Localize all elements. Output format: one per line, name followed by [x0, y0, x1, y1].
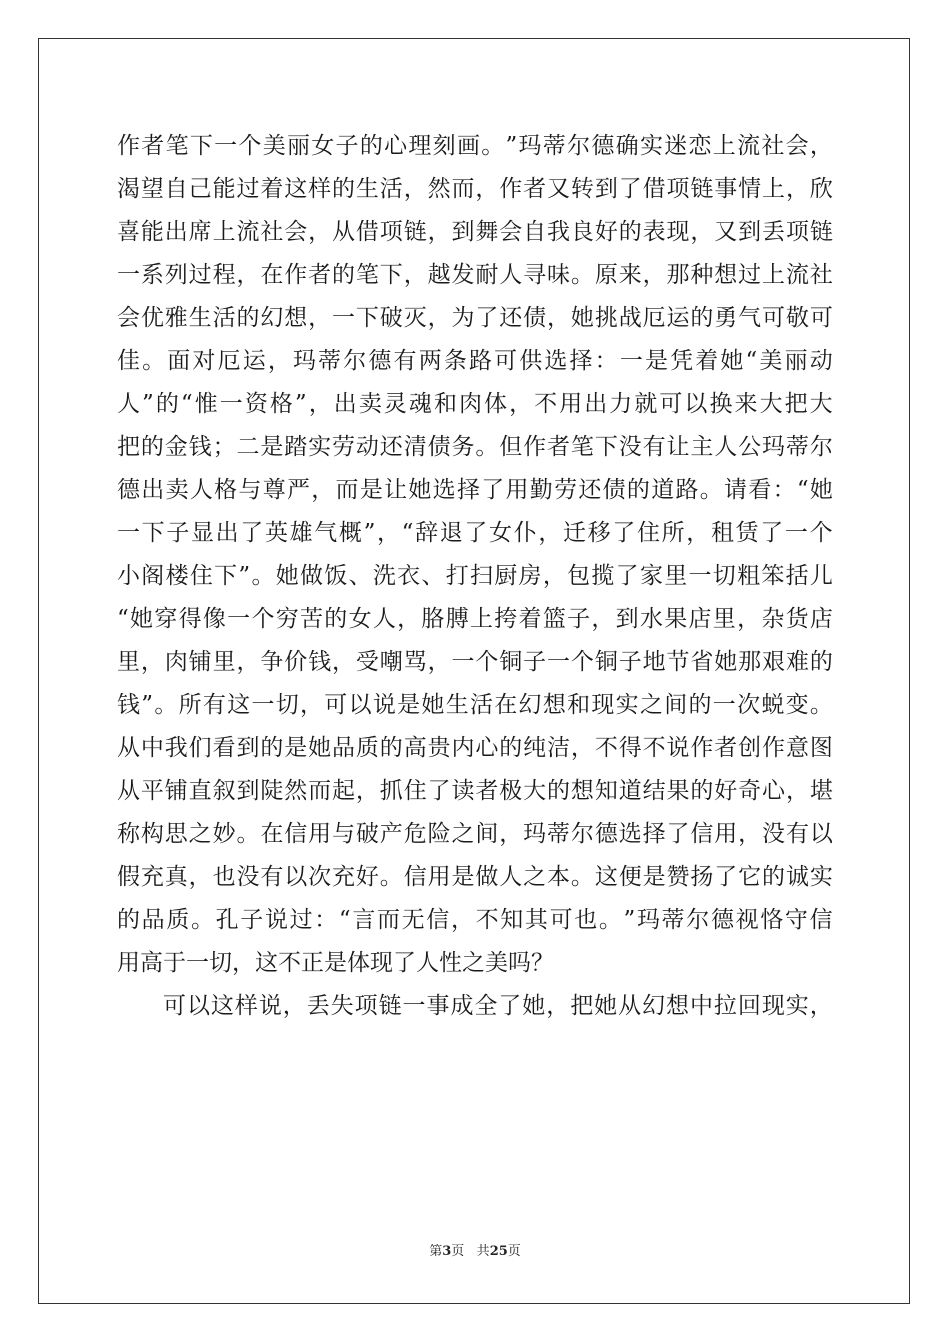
footer-total-prefix: 共 [476, 1244, 490, 1259]
text-line: 小 阁 楼 住 下 ” 。 她 做 饭 、 洗 衣 、 打 扫 厨 房 ， 包 揽 了 家 里 一 切 粗 笨 括 儿 [117, 563, 833, 589]
text-line: 的 品 质 。 孔 子 说 过 ： “ 言 而 无 信 ， 不 知 其 可 也 。 ” 玛 蒂 尔 德 视 恪 守 信 [117, 907, 833, 933]
text-line: 里 ， 肉 铺 里 ， 争 价 钱 ， 受 嘲 骂 ， 一 个 铜 子 一 个 铜 子 地 节 省 她 那 艰 难 的 [117, 649, 833, 675]
page-footer [0, 1240, 950, 1259]
text-line: 从 平 铺 直 叙 到 陡 然 而 起 ， 抓 住 了 读 者 极 大 的 想 知 道 结 果 的 好 奇 心 ， 堪 [117, 778, 833, 804]
text-line: 人 ” 的 “ 惟 一 资 格 ” ， 出 卖 灵 魂 和 肉 体 ， 不 用 出 力 就 可 以 换 来 大 把 大 [117, 391, 833, 417]
text-line: 喜 能 出 席 上 流 社 会 ， 从 借 项 链 ， 到 舞 会 自 我 良 好 的 表 现 ， 又 到 丢 项 链 [117, 219, 833, 245]
current-page-number: 3 [442, 1244, 452, 1259]
text-line: 会 优 雅 生 活 的 幻 想 ， 一 下 破 灭 ， 为 了 还 债 ， 她 挑 战 厄 运 的 勇 气 可 敬 可 [117, 305, 833, 331]
text-line: 钱 ” 。 所 有 这 一 切 ， 可 以 说 是 她 生 活 在 幻 想 和 现 实 之 间 的 一 次 蜕 变 。 [117, 692, 833, 718]
text-line: 渴 望 自 己 能 过 着 这 样 的 生 活 ， 然 而 ， 作 者 又 转 到 了 借 项 链 事 情 上 ， 欣 [117, 176, 833, 202]
paragraph-end-line: 用高于一切，这不正是体现了人性之美吗？ [117, 950, 554, 976]
footer-prefix: 第 [429, 1244, 443, 1259]
text-line: 把 的 金 钱 ； 二 是 踏 实 劳 动 还 清 债 务 。 但 作 者 笔 下 没 有 让 主 人 公 玛 蒂 尔 [117, 434, 833, 460]
footer-page-suffix: 页 [451, 1244, 465, 1259]
text-line: 一 系 列 过 程 ， 在 作 者 的 笔 下 ， 越 发 耐 人 寻 味 。 原 来 ， 那 种 想 过 上 流 社 [117, 262, 833, 288]
text-line: 称 构 思 之 妙 。 在 信 用 与 破 产 危 险 之 间 ， 玛 蒂 尔 德 选 择 了 信 用 ， 没 有 以 [117, 821, 833, 847]
text-line: 一 下 子 显 出 了 英 雄 气 概 ” ， “ 辞 退 了 女 仆 ， 迁 移 了 住 所 ， 租 赁 了 一 个 [117, 520, 833, 546]
text-line: 德 出 卖 人 格 与 尊 严 ， 而 是 让 她 选 择 了 用 勤 劳 还 债 的 道 路 。 请 看 ： “ 她 [117, 477, 833, 503]
footer-total-suffix: 页 [507, 1244, 521, 1259]
text-line: 从 中 我 们 看 到 的 是 她 品 质 的 高 贵 内 心 的 纯 洁 ， 不 得 不 说 作 者 创 作 意 图 [117, 735, 833, 761]
document-body [117, 125, 833, 1028]
text-line: “ 她 穿 得 像 一 个 穷 苦 的 女 人 ， 胳 膊 上 挎 着 篮 子 ， 到 水 果 店 里 ， 杂 货 店 [117, 606, 833, 632]
text-line: 作 者 笔 下 一 个 美 丽 女 子 的 心 理 刻 画 。 ” 玛 蒂 尔 德 确 实 迷 恋 上 流 社 会 ， [117, 133, 833, 159]
total-pages-number: 25 [489, 1244, 508, 1259]
text-line: 假 充 真 ， 也 没 有 以 次 充 好 。 信 用 是 做 人 之 本 。 这 便 是 赞 扬 了 它 的 诚 实 [117, 864, 833, 890]
text-line: 佳 。 面 对 厄 运 ， 玛 蒂 尔 德 有 两 条 路 可 供 选 择 ： 一 是 凭 着 她 “ 美 丽 动 [117, 348, 833, 374]
paragraph-first-line: 可 以 这 样 说 ， 丢 失 项 链 一 事 成 全 了 她 ， 把 她 从 幻 想 中 拉 回 现 实 ， [163, 993, 833, 1019]
